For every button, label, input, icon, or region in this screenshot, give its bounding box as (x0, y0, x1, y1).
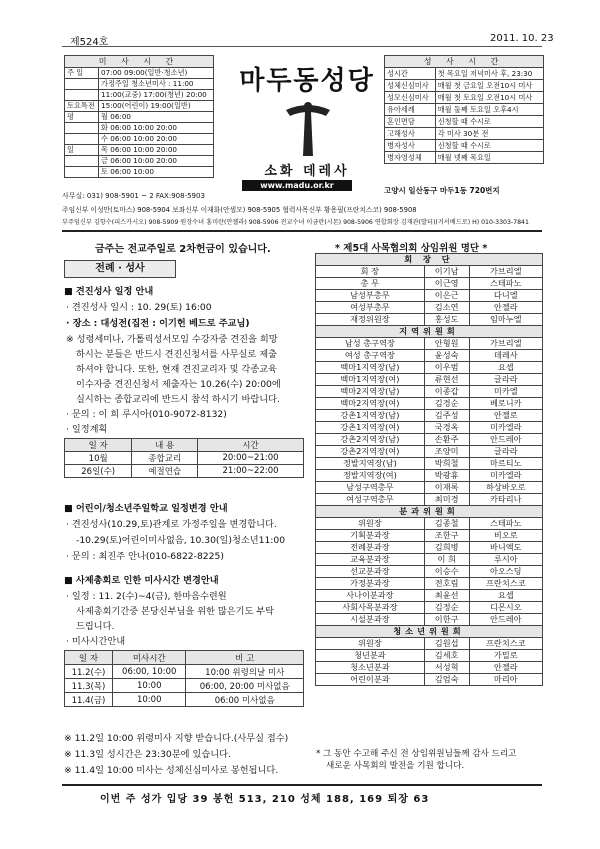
table-cell: 요셉 (469, 590, 542, 602)
table-cell: 바니엑도 (469, 542, 542, 554)
table-cell: 스테파노 (469, 518, 542, 530)
table-row (385, 92, 544, 104)
table-cell: 백마1지역장(남) (316, 362, 425, 374)
table-cell: 최윤선 (424, 590, 469, 602)
service-times-heading: 성 사 시 간 (385, 56, 544, 68)
table-row (316, 374, 543, 386)
table-cell: 위원장 (316, 638, 425, 650)
table-cell: 기획분과장 (316, 530, 425, 542)
table-cell: 이근영 (424, 278, 469, 290)
table-cell: 여성부총무 (316, 302, 425, 314)
table-cell: 신청할 때 수시로 (435, 116, 543, 128)
body-line: · 장소 : 대성전(집전 : 이기헌 베드로 주교님) (66, 318, 250, 329)
table-cell: 류현선 (424, 374, 469, 386)
mass-times-heading: 미 사 시 간 (65, 56, 214, 68)
table-row (316, 266, 543, 278)
table-cell: 10:00 위령의날 미사 (186, 665, 304, 679)
table-row (316, 518, 543, 530)
table-cell: 임마누엘 (469, 314, 542, 326)
table-row (385, 104, 544, 116)
table-cell: 미카엘라 (469, 422, 542, 434)
contact-line: 부주임신부 김항수(피스카시오) 908-5909 원장수녀 홍미란(안젤라) 908-5906 전교수녀 이금란(시몬) 908-5906 연합회장 김재관(발터)(거서베드로) H) 010-3303-7841 (62, 219, 529, 226)
table-cell: 15:00(어린이) 19:00(일반) (99, 101, 214, 112)
youth-title: ■ 어린이/청소년주일학교 일정변경 안내 (64, 503, 228, 514)
table-row (316, 278, 543, 290)
table-cell: 백마2지역장(남) (316, 386, 425, 398)
table-cell: 병자성사 (385, 140, 436, 152)
table-cell: 성체신심미사 (385, 80, 436, 92)
table-cell: 병자영성체 (385, 152, 436, 164)
table-row (65, 90, 214, 101)
table-row (65, 156, 214, 167)
section-name: 회 장 단 (316, 254, 543, 266)
table-cell (65, 79, 99, 90)
table-cell: 청년분과 (316, 650, 425, 662)
table-cell: 루시아 (469, 554, 542, 566)
table-cell: 강촌1지역장(남) (316, 410, 425, 422)
note-line: * 그 동안 수고해 주신 전 상임위원님들께 감사 드리고 (316, 749, 517, 759)
website-link[interactable]: www.madu.or.kr (242, 180, 352, 191)
table-cell: 성모신심미사 (385, 92, 436, 104)
table-cell: 매월 넷째 목요일 (435, 152, 543, 164)
table-cell: 김정순 (424, 602, 469, 614)
table-cell: 11.4(금) (65, 693, 113, 707)
table-row (65, 167, 214, 178)
table-row (316, 458, 543, 470)
table-cell: 안젤로 (469, 410, 542, 422)
body-line: · 견진성사 일시 : 10. 29(토) 16:00 (66, 302, 212, 313)
table-row (385, 152, 544, 164)
roster-title: * 제5대 사목협의회 상임위원 명단 * (335, 243, 488, 254)
table-cell: 주 일 (65, 68, 99, 79)
table-cell: 손환주 (424, 434, 469, 446)
table-cell: 최미경 (424, 494, 469, 506)
table-cell: 베로니카 (469, 398, 542, 410)
table-cell: 김경순 (424, 398, 469, 410)
col-header: 내 용 (132, 439, 198, 452)
table-cell: 교육분과장 (316, 554, 425, 566)
table-cell: 고해성사 (385, 128, 436, 140)
table-row (65, 452, 304, 465)
table-cell: 이한구 (424, 614, 469, 626)
note-line: ※ 11.2일 10:00 위령미사 지향 받습니다.(사무실 접수) (64, 733, 289, 744)
table-row (316, 590, 543, 602)
table-cell: 김소연 (424, 302, 469, 314)
table-row (65, 112, 214, 123)
table-cell: 백마2지역장(여) (316, 398, 425, 410)
body-line: 사제총회기간중 본당신부님을 위한 많은기도 부탁 (76, 606, 275, 617)
table-cell: 조양미 (424, 446, 469, 458)
table-cell: 가정분과장 (316, 578, 425, 590)
table-cell: 박광휴 (424, 470, 469, 482)
table-cell: 10:00 (112, 679, 186, 693)
liturgy-heading: 전례 · 성사 (64, 260, 176, 278)
table-row (316, 386, 543, 398)
table-cell: 종합교리 (132, 452, 198, 465)
table-cell: 전례분과장 (316, 542, 425, 554)
table-cell: 스테파노 (469, 278, 542, 290)
table-cell: 김원섭 (424, 638, 469, 650)
contact-line: 주임신부 이성만(토마스) 908-5904 보좌신부 이재화(안셀모) 908-5905 협력사목신부 황용필(프란치스코) 908-5908 (62, 206, 417, 214)
table-cell: 김주성 (424, 410, 469, 422)
table-cell (65, 90, 99, 101)
table-cell: 강촌1지역장(여) (316, 422, 425, 434)
table-cell: 여성구역총무 (316, 494, 425, 506)
table-cell: 사나이분과장 (316, 590, 425, 602)
note-line: ※ 11.4일 10:00 미사는 성체신심미사로 봉헌됩니다. (64, 765, 279, 776)
table-cell: 07:00 09:00(일반·청소년) (99, 68, 214, 79)
table-cell: 남성구역총무 (316, 482, 425, 494)
table-row (385, 80, 544, 92)
table-cell: 화 06:00 10:00 20:00 (99, 123, 214, 134)
table-cell: 매월 첫 금요일 오전10시 미사 (435, 80, 543, 92)
parish-subtitle: 소화 데레사 (264, 164, 350, 179)
table-cell: 글라라 (469, 374, 542, 386)
table-cell (65, 134, 99, 145)
table-cell: 전호림 (424, 578, 469, 590)
table-cell: 어린이분과 (316, 674, 425, 686)
table-cell: 혼인면담 (385, 116, 436, 128)
table-cell: 프란치스코 (469, 578, 542, 590)
table-row (316, 314, 543, 326)
table-cell: 다니엘 (469, 290, 542, 302)
table-cell: 강촌2지역장(여) (316, 446, 425, 458)
note-line: ※ 11.3일 성시간은 23:30분에 있습니다. (64, 749, 231, 760)
mass-times-table (64, 55, 214, 178)
roster-section-header (316, 254, 543, 266)
table-row (65, 665, 304, 679)
table-cell: 남성 총구역장 (316, 338, 425, 350)
body-line: · 견진성사(10.29,토)관계로 가정주일을 변경합니다. (66, 519, 277, 530)
table-cell: 김희병 (424, 542, 469, 554)
parish-title: 마두동성당 (239, 66, 375, 96)
body-line: · 일정계획 (66, 424, 108, 435)
table-row (385, 140, 544, 152)
roster-section-header (316, 506, 543, 518)
table-cell: 토 06:00 10:00 (99, 167, 214, 178)
table-cell: 요셉 (469, 362, 542, 374)
section-name: 청소년위원회 (316, 626, 543, 638)
body-line: 실시하는 종합교리에 반드시 참석 하시기 바랍니다. (76, 394, 280, 405)
table-cell: 안드레아 (469, 434, 542, 446)
confirmation-schedule-table (64, 438, 304, 478)
table-row (65, 693, 304, 707)
table-cell: 안형원 (424, 338, 469, 350)
table-cell: 이 희 (424, 554, 469, 566)
table-cell: 김세호 (424, 650, 469, 662)
table-row (316, 398, 543, 410)
body-line: · 일정 : 11. 2(수)~4(금), 한마음수련원 (66, 591, 227, 602)
table-cell: 남성부총무 (316, 290, 425, 302)
table-cell: 국경옥 (424, 422, 469, 434)
body-line: 하시는 분들은 반드시 견진신청서를 사무실로 제출 (76, 349, 277, 360)
table-cell: 청소년분과 (316, 662, 425, 674)
table-cell: 06:00, 20:00 미사없음 (186, 679, 304, 693)
table-row (316, 446, 543, 458)
table-cell: 가브리엘 (469, 338, 542, 350)
table-cell: 선교분과장 (316, 566, 425, 578)
section-name: 분과위원회 (316, 506, 543, 518)
table-cell: 06:00, 10:00 (112, 665, 186, 679)
table-row (316, 578, 543, 590)
table-row (316, 362, 543, 374)
footer-rule (62, 784, 542, 786)
table-cell: 회 장 (316, 266, 425, 278)
table-row (316, 422, 543, 434)
roster-note (316, 748, 516, 772)
note-line: 새로운 사목회의 발전을 기원 합니다. (326, 761, 465, 771)
col-header: 시간 (198, 439, 304, 452)
table-cell: 26일(수) (65, 465, 132, 478)
table-row (385, 68, 544, 80)
table-cell: 20:00~21:00 (198, 452, 304, 465)
table-cell: 이재록 (424, 482, 469, 494)
hymn-footer: 이번 주 성가 입당 39 봉헌 513, 210 성체 188, 169 퇴장 63 (100, 794, 430, 805)
body-line: 드립니다. (76, 621, 115, 632)
table-cell: 11.2(수) (65, 665, 113, 679)
table-cell: 유아세례 (385, 104, 436, 116)
table-cell: 윤성숙 (424, 350, 469, 362)
table-cell: 금 06:00 10:00 20:00 (99, 156, 214, 167)
table-cell: 백마1지역장(여) (316, 374, 425, 386)
body-line: -10.29(토)어린이미사없음, 10.30(일)청소년11:00 (76, 535, 286, 546)
table-cell (65, 123, 99, 134)
table-row (385, 128, 544, 140)
table-cell: 미카엘라 (469, 470, 542, 482)
table-cell: 11.3(목) (65, 679, 113, 693)
table-row (316, 470, 543, 482)
table-cell: 강촌2지역장(남) (316, 434, 425, 446)
table-cell: 예절연습 (132, 465, 198, 478)
table-row (65, 679, 304, 693)
table-cell: 가브리엘 (469, 266, 542, 278)
table-cell: 서성혁 (424, 662, 469, 674)
table-cell: 성시간 (385, 68, 436, 80)
table-cell: 미카엘 (469, 386, 542, 398)
table-cell: 가정주일 청소년미사 : 11:00 (99, 79, 214, 90)
table-cell: 위원장 (316, 518, 425, 530)
table-cell: 첫 목요일 저녁미사 후, 23:30 (435, 68, 543, 80)
table-row (316, 542, 543, 554)
body-line: · 문의 : 최진주 안나(010-6822-8225) (66, 551, 224, 562)
table-cell: 정발지역장(남) (316, 458, 425, 470)
table-cell: 06:00 미사없음 (186, 693, 304, 707)
table-cell: 일 (65, 145, 99, 156)
body-line: 하셔야 합니다. 또한, 현재 견진교리자 및 각종교육 (76, 364, 277, 375)
table-row (65, 134, 214, 145)
table-cell: 이은근 (424, 290, 469, 302)
table-cell: 정발지역장(여) (316, 470, 425, 482)
body-line: · 미사시간안내 (66, 636, 126, 647)
body-line: · 문의 : 이 희 루시아(010-9072-8132) (66, 409, 227, 420)
table-cell: 평 (65, 112, 99, 123)
table-row (316, 566, 543, 578)
service-times-table (384, 55, 544, 164)
table-row (316, 302, 543, 314)
table-cell: 홍성도 (424, 314, 469, 326)
table-cell: 아오스딩 (469, 566, 542, 578)
col-header: 미사시간 (112, 651, 186, 665)
table-cell: 마리아 (469, 674, 542, 686)
table-row (316, 602, 543, 614)
committee-roster-table (315, 253, 543, 686)
table-row (316, 614, 543, 626)
confirmation-title: ■ 견진성사 일정 안내 (64, 286, 154, 297)
col-header: 일 자 (65, 439, 132, 452)
top-rule (62, 46, 542, 47)
table-cell: 카타리나 (469, 494, 542, 506)
table-row (316, 338, 543, 350)
table-cell: 이기남 (424, 266, 469, 278)
table-cell (65, 167, 99, 178)
table-cell: 총 무 (316, 278, 425, 290)
table-row (316, 494, 543, 506)
table-cell: 재정위원장 (316, 314, 425, 326)
table-cell: 월 06:00 (99, 112, 214, 123)
table-row (316, 674, 543, 686)
table-row (316, 290, 543, 302)
section-rule (62, 230, 542, 232)
issue-date: 2011. 10. 23 (490, 33, 554, 44)
table-cell: 김종철 (424, 518, 469, 530)
table-cell: 데레사 (469, 350, 542, 362)
table-cell: 안드레아 (469, 614, 542, 626)
table-row (65, 465, 304, 478)
mass-change-table (64, 650, 304, 707)
col-header: 일 자 (65, 651, 113, 665)
table-cell: 사회사목분과장 (316, 602, 425, 614)
body-line: 이수자중 견진신청서 제출자는 10.26(수) 20:00에 (76, 379, 281, 390)
table-row (316, 554, 543, 566)
table-cell: 매월 둘째 토요일 오후4시 (435, 104, 543, 116)
table-row (65, 68, 214, 79)
table-row (316, 662, 543, 674)
table-cell: 21:00~22:00 (198, 465, 304, 478)
retreat-title: ■ 사제총회로 인한 미사시간 변경안내 (64, 575, 219, 586)
table-row (316, 530, 543, 542)
contact-line: 사무실: 031) 908-5901 ~ 2 FAX:908-5903 (62, 192, 205, 200)
table-cell: 가밀로 (469, 650, 542, 662)
table-row (316, 482, 543, 494)
table-cell: 조한구 (424, 530, 469, 542)
table-row (316, 350, 543, 362)
table-cell: 안젤라 (469, 662, 542, 674)
table-row (316, 434, 543, 446)
roster-section-header (316, 326, 543, 338)
table-cell: 이종갑 (424, 386, 469, 398)
parish-address: 고양시 일산동구 마두1동 720번지 (384, 186, 500, 195)
table-cell: 이승수 (424, 566, 469, 578)
table-row (316, 410, 543, 422)
table-cell: 신청할 때 수시로 (435, 140, 543, 152)
table-cell: 하상바오로 (469, 482, 542, 494)
table-row (65, 79, 214, 90)
table-cell (65, 156, 99, 167)
table-row (385, 116, 544, 128)
table-cell: 목 06:00 10:00 20:00 (99, 145, 214, 156)
table-cell: 여성 총구역장 (316, 350, 425, 362)
section-name: 지역위원회 (316, 326, 543, 338)
cross-logo-icon (278, 96, 338, 158)
table-cell: 비오로 (469, 530, 542, 542)
table-row (65, 123, 214, 134)
table-cell: 이우범 (424, 362, 469, 374)
table-cell: 마르티노 (469, 458, 542, 470)
table-cell: 프란치스코 (469, 638, 542, 650)
table-cell: 글라라 (469, 446, 542, 458)
table-cell: 수 06:00 10:00 20:00 (99, 134, 214, 145)
table-row (65, 101, 214, 112)
issue-number: 제524호 (70, 37, 109, 48)
table-cell: 시설분과장 (316, 614, 425, 626)
table-cell: 김엄숙 (424, 674, 469, 686)
offering-notice: 금주는 전교주일로 2차헌금이 있습니다. (95, 244, 271, 255)
table-row (65, 145, 214, 156)
table-cell: 매월 첫 토요일 오전10시 미사 (435, 92, 543, 104)
table-row (316, 638, 543, 650)
table-cell: 디몬시오 (469, 602, 542, 614)
table-cell: 토요특전 (65, 101, 99, 112)
table-cell: 박희철 (424, 458, 469, 470)
roster-section-header (316, 626, 543, 638)
table-cell: 각 미사 30분 전 (435, 128, 543, 140)
table-cell: 11:00(교중) 17:00(청년) 20:00 (99, 90, 214, 101)
table-cell: 안젤라 (469, 302, 542, 314)
table-cell: 10월 (65, 452, 132, 465)
body-line: ※ 성령세미나, 가톨릭성서모임 수강자중 견진을 희망 (66, 334, 278, 345)
table-row (316, 650, 543, 662)
table-cell: 10:00 (112, 693, 186, 707)
col-header: 비 고 (186, 651, 304, 665)
